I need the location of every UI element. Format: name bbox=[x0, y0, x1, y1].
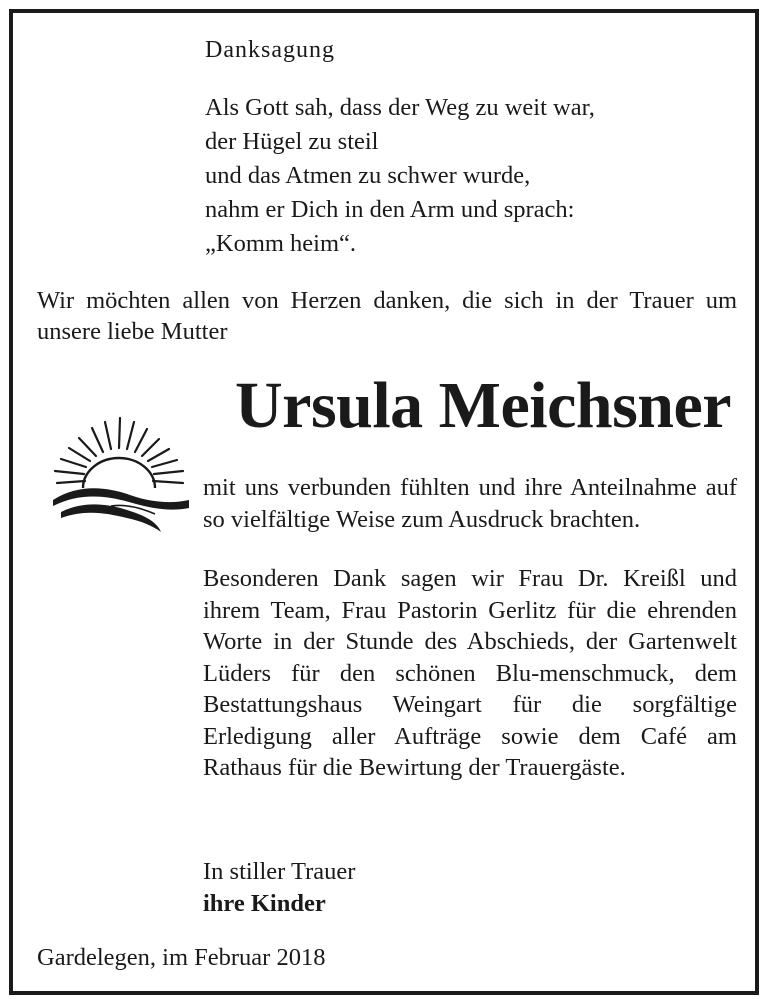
poem-line: Als Gott sah, dass der Weg zu weit war, bbox=[205, 94, 595, 121]
notice-heading: Danksagung bbox=[205, 37, 335, 63]
notice-frame bbox=[9, 9, 759, 995]
poem-line: und das Atmen zu schwer wurde, bbox=[205, 162, 531, 189]
sunset-over-hills-icon bbox=[41, 408, 189, 536]
poem-line: der Hügel zu steil bbox=[205, 128, 379, 155]
place-date: Gardelegen, im Februar 2018 bbox=[37, 944, 326, 971]
thanks-paragraph-2: Besonderen Dank sagen wir Frau Dr. Kreißl und ihrem Team, Frau Pastorin Gerlitz für die ehrenden Worte in der Stunde des Abschieds, der Gartenwelt Lüders für den schönen Blu-menschmuck, dem Bestattungshaus Weingart für die sorgfältige Erledigung aller Aufträge sowie dem Café am Rathaus für die Bewirtung der Trauergäste. bbox=[203, 565, 737, 781]
poem bbox=[205, 91, 595, 261]
closing-line: In stiller Trauer bbox=[203, 858, 356, 885]
closing-block bbox=[203, 856, 355, 920]
signature: ihre Kinder bbox=[203, 890, 326, 917]
thanks-paragraph-1: mit uns verbunden fühlten und ihre Anteilnahme auf so vielfältige Weise zum Ausdruck brachten. bbox=[203, 474, 737, 533]
intro-text: Wir möchten allen von Herzen danken, die sich in der Trauer um unsere liebe Mutter bbox=[37, 287, 737, 345]
poem-line: „Komm heim“. bbox=[205, 230, 357, 257]
poem-line: nahm er Dich in den Arm und sprach: bbox=[205, 196, 575, 223]
deceased-name: Ursula Meichsner bbox=[235, 369, 732, 442]
